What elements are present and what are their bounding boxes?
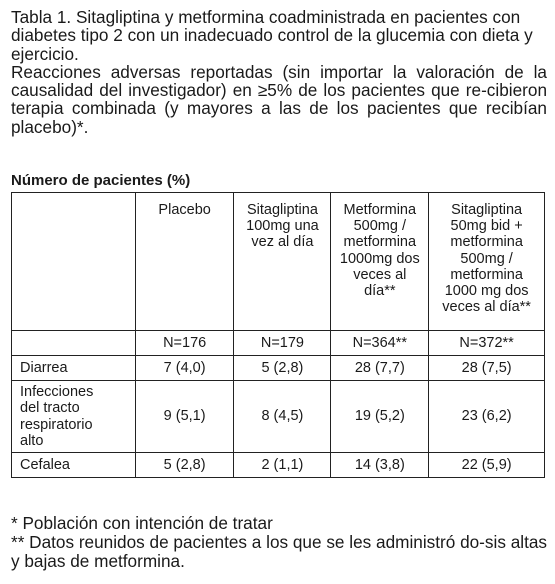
footnote-1: * Población con intención de tratar [11, 513, 273, 533]
column-header [331, 193, 429, 331]
column-header-placebo: Placebo [158, 202, 211, 218]
table-row [12, 453, 545, 478]
column-header [234, 193, 331, 331]
table-caption: Tabla 1. Sitagliptina y metformina coadministrada en pacientes con diabetes tipo 2 con un inadecuado control de la glucemia con dieta y ejercicio. [11, 7, 533, 64]
header-empty-cell [12, 193, 136, 331]
cell-value: 28 (7,7) [331, 356, 429, 381]
n-value: N=364** [331, 331, 429, 356]
intro-text [11, 8, 547, 136]
cell-value: 5 (2,8) [234, 356, 331, 381]
column-header-metformina: Metformina 500mg / metformina 1000mg dos veces al día** [339, 202, 420, 300]
adverse-reactions-table [11, 192, 545, 478]
cell-value: 2 (1,1) [234, 453, 331, 478]
table-description: Reacciones adversas reportadas (sin importar la valoración de la causalidad del investigador) en ≥5% de los pacientes que re-cibieron terapia combinada (y mayores a las de los pacientes que recibían placebo)*. [11, 61, 547, 137]
footnote-2: ** Datos reunidos de pacientes a los que se les administró do-sis altas y bajas de metformina. [11, 532, 547, 572]
column-header [135, 193, 234, 331]
cell-value: 8 (4,5) [234, 381, 331, 453]
row-label: Diarrea [12, 356, 136, 381]
row-label-text: Infecciones del tracto respiratorio alto [20, 384, 94, 449]
cell-value: 9 (5,1) [135, 381, 234, 453]
cell-value: 23 (6,2) [429, 381, 545, 453]
n-value: N=176 [135, 331, 234, 356]
column-header-sitagliptina: Sitagliptina 100mg una vez al día [246, 202, 319, 251]
cell-value: 5 (2,8) [135, 453, 234, 478]
n-value: N=179 [234, 331, 331, 356]
cell-value: 19 (5,2) [331, 381, 429, 453]
n-row-label [12, 331, 136, 356]
row-label: Cefalea [12, 453, 136, 478]
cell-value: 22 (5,9) [429, 453, 545, 478]
cell-value: 14 (3,8) [331, 453, 429, 478]
table-title: Número de pacientes (%) [11, 172, 191, 189]
footnotes [11, 514, 547, 572]
column-header-combination: Sitagliptina 50mg bid + metformina 500mg / metformina 1000 mg dos veces al día** [442, 202, 531, 316]
header-row [12, 193, 545, 331]
table-row [12, 381, 545, 453]
column-header [429, 193, 545, 331]
cell-value: 28 (7,5) [429, 356, 545, 381]
cell-value: 7 (4,0) [135, 356, 234, 381]
n-value: N=372** [429, 331, 545, 356]
n-row [12, 331, 545, 356]
row-label [12, 381, 136, 453]
table-row [12, 356, 545, 381]
